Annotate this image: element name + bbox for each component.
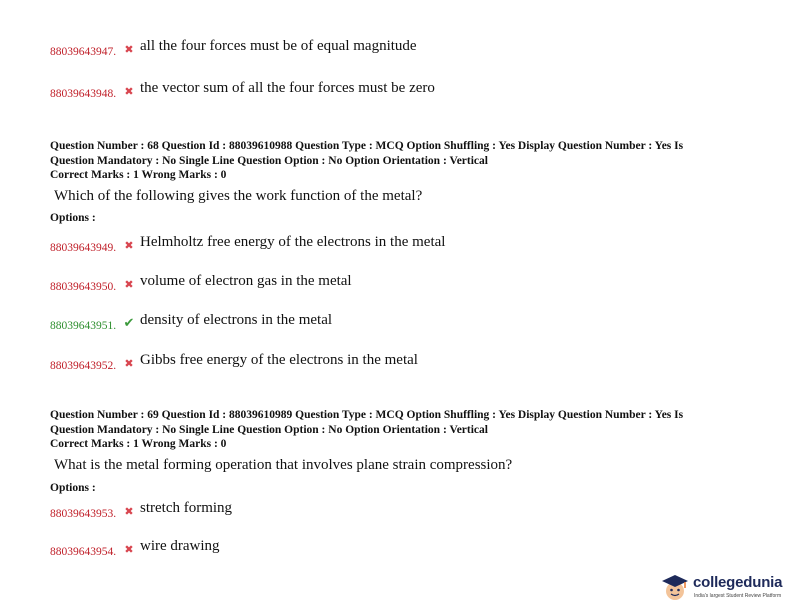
question-meta-line: Question Mandatory : No Single Line Question Option : No Option Orientation : Vertical <box>50 154 488 167</box>
option-text: the vector sum of all the four forces must be zero <box>140 80 435 96</box>
cross-icon: ✖ <box>124 43 134 56</box>
options-label: Options : <box>50 212 96 224</box>
logo-name: collegedunia <box>693 574 783 591</box>
question-meta-line: Question Number : 69 Question Id : 88039610989 Question Type : MCQ Option Shuffling : Yes Display Question Number : Yes Is <box>50 409 684 421</box>
question-meta-line: Question Mandatory : No Single Line Question Option : No Option Orientation : Vertical <box>50 423 488 436</box>
cross-icon: ✖ <box>124 505 134 518</box>
option-id: 88039643951. <box>50 320 117 332</box>
cross-icon: ✖ <box>124 278 134 291</box>
logo-tagline: India's largest Student Review Platform <box>694 593 782 599</box>
question-marks: Correct Marks : 1 Wrong Marks : 0 <box>50 169 227 181</box>
option-id: 88039643947. <box>50 46 117 58</box>
question-meta <box>50 408 750 452</box>
options-label: Options : <box>50 482 96 494</box>
cross-icon: ✖ <box>124 239 134 252</box>
option-id: 88039643948. <box>50 88 117 100</box>
option-text: all the four forces must be of equal magnitude <box>140 38 417 54</box>
option-text: Gibbs free energy of the electrons in the metal <box>140 352 418 368</box>
option-text: Helmholtz free energy of the electrons in the metal <box>140 234 446 250</box>
question-meta-line: Question Number : 68 Question Id : 88039610988 Question Type : MCQ Option Shuffling : Yes Display Question Number : Yes Is <box>50 140 684 152</box>
option-text: stretch forming <box>140 500 233 516</box>
cross-icon: ✖ <box>124 543 134 556</box>
option-text: volume of electron gas in the metal <box>140 273 352 289</box>
graduation-cap-icon <box>660 572 690 602</box>
option-id: 88039643949. <box>50 242 117 254</box>
cross-icon: ✖ <box>124 85 134 98</box>
question-text: What is the metal forming operation that involves plane strain compression? <box>54 457 513 473</box>
collegedunia-logo <box>660 570 785 604</box>
option-id: 88039643953. <box>50 508 117 520</box>
check-icon: ✔ <box>123 316 135 331</box>
cross-icon: ✖ <box>124 357 134 370</box>
option-id: 88039643950. <box>50 281 117 293</box>
question-text: Which of the following gives the work function of the metal? <box>54 188 423 204</box>
option-text: wire drawing <box>140 538 220 554</box>
option-text: density of electrons in the metal <box>140 312 333 328</box>
option-id: 88039643954. <box>50 546 117 558</box>
question-meta <box>50 139 750 183</box>
option-id: 88039643952. <box>50 360 117 372</box>
question-marks: Correct Marks : 1 Wrong Marks : 0 <box>50 438 227 450</box>
